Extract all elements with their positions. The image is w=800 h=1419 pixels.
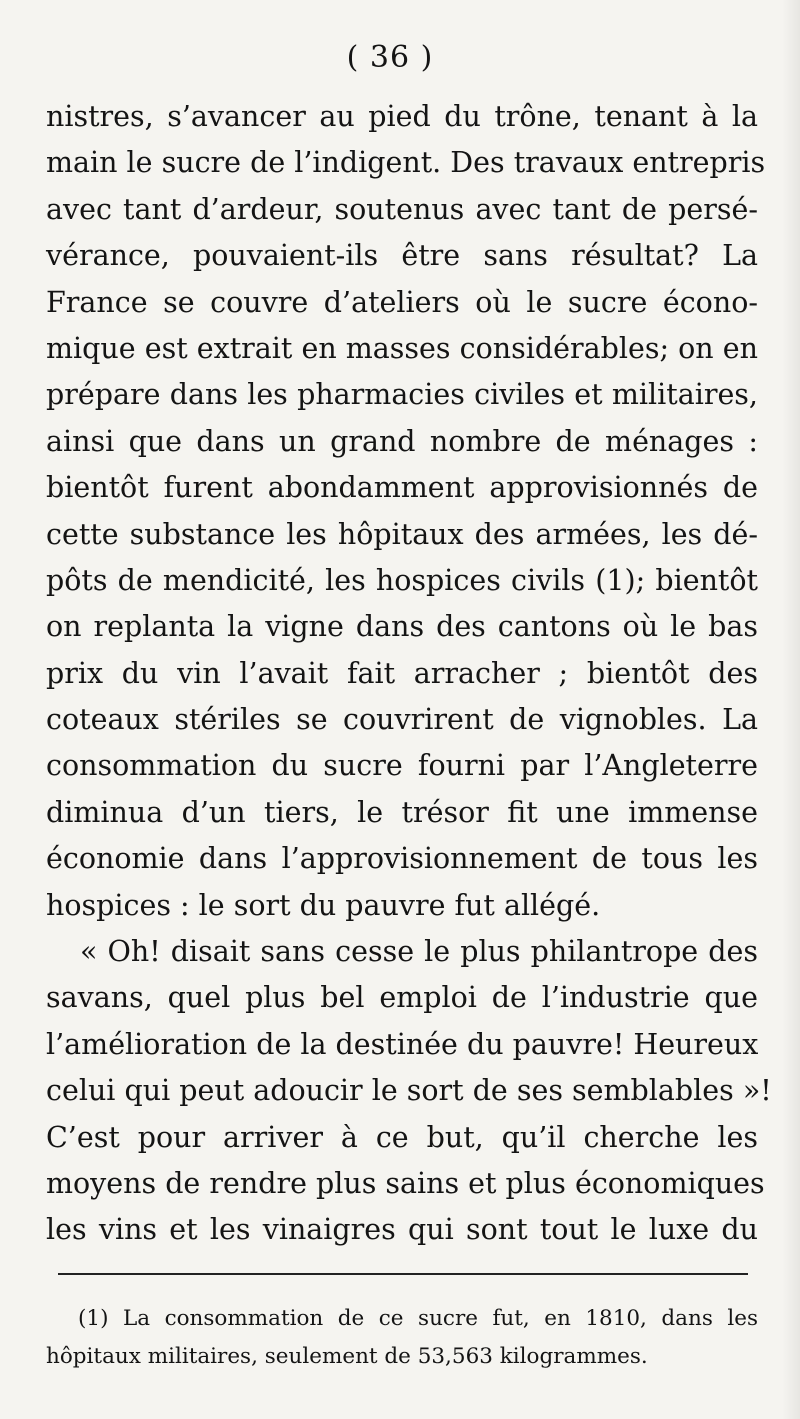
footnote-line: hôpitaux militaires, seulement de 53,563 kilogrammes. xyxy=(46,1344,648,1369)
text-line: savans, quel plus bel emploi de l’industrie que xyxy=(46,981,758,1015)
text-line: prix du vin l’avait fait arracher ; bientôt des xyxy=(46,656,758,690)
footnote-divider xyxy=(58,1273,748,1275)
text-line: pôts de mendicité, les hospices civils (1); bientôt xyxy=(46,563,758,597)
footnote xyxy=(46,1300,758,1376)
text-line: « Oh! disait sans cesse le plus philantrope des xyxy=(80,935,758,969)
text-line: bientôt furent abondamment approvisionnés de xyxy=(46,471,758,505)
text-line: les vins et les vinaigres qui sont tout le luxe du xyxy=(46,1213,758,1247)
text-line: économie dans l’approvisionnement de tous les xyxy=(46,842,758,876)
text-line: celui qui peut adoucir le sort de ses semblables »! xyxy=(46,1074,772,1108)
text-line: ainsi que dans un grand nombre de ménages : xyxy=(46,424,758,458)
text-line: consommation du sucre fourni par l’Angleterre xyxy=(46,749,758,783)
text-line: cette substance les hôpitaux des armées, les dé- xyxy=(46,517,758,551)
text-line: main le sucre de l’indigent. Des travaux entrepris xyxy=(46,146,766,180)
text-line: l’amélioration de la destinée du pauvre! Heureux xyxy=(46,1027,759,1061)
text-line: C’est pour arriver à ce but, qu’il cherche les xyxy=(46,1120,758,1154)
page-edge-shadow xyxy=(782,0,800,1419)
body-text xyxy=(46,94,772,1254)
text-line: nistres, s’avancer au pied du trône, tenant à la xyxy=(46,100,758,133)
text-line: on replanta la vigne dans des cantons où le bas xyxy=(46,610,758,644)
text-line: moyens de rendre plus sains et plus économiques xyxy=(46,1166,765,1200)
text-line: coteaux stériles se couvrirent de vignobles. La xyxy=(46,703,758,737)
text-line: hospices : le sort du pauvre fut allégé. xyxy=(46,888,601,922)
footnote-line: (1) La consommation de ce sucre fut, en 1810, dans les xyxy=(78,1306,758,1331)
text-line: prépare dans les pharmacies civiles et militaires, xyxy=(46,378,758,412)
text-line: avec tant d’ardeur, soutenus avec tant de persé- xyxy=(46,192,758,226)
text-line: vérance, pouvaient-ils être sans résultat? La xyxy=(46,239,758,273)
text-line: France se couvre d’ateliers où le sucre écono- xyxy=(46,285,758,319)
text-line: diminua d’un tiers, le trésor fit une immense xyxy=(46,795,758,829)
text-line: mique est extrait en masses considérables; on en xyxy=(46,331,758,365)
page-number: ( 36 ) xyxy=(346,40,434,75)
